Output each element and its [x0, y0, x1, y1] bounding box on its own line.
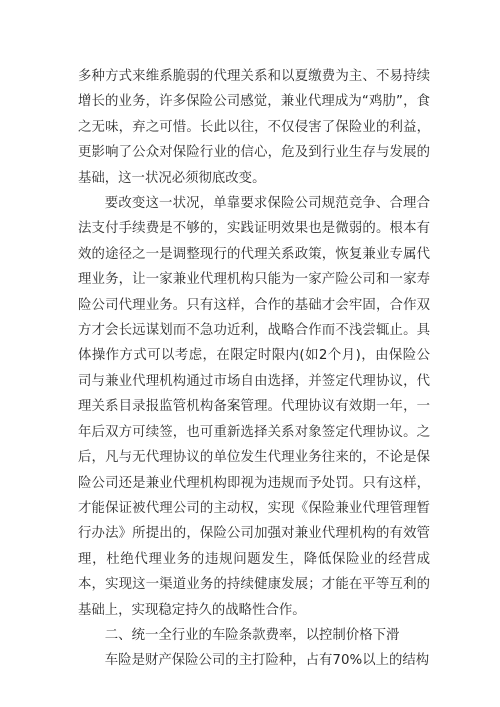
paragraph-2: 要改变这一状况，单靠要求保险公司规范竞争、合理合法支付手续费是不够的，实践证明效果也是微弱的。根本有效的途径之一是调整现行的代理关系政策，恢复兼业专属代理业务，让一家兼业代理机构只能为一家产险公司和一家寿险公司代理业务。只有这样，合作的基础才会牢固，合作双方才会长远谋划而不急功近利，战略合作而不浅尝辄止。具体操作方式可以考虑，在限定时限内(如2个月)，由保险公司与兼业代理机构通过市场自由选择，并签定代理协议，代理关系目录报监管机构备案管理。代理协议有效期一年，一年后双方可续签，也可重新选择关系对象签定代理协议。之后，凡与无代理协议的单位发生代理业务往来的，不论是保险公司还是兼业代理机构即视为违规而予处罚。只有这样，才能保证被代理公司的主动权，实现《保险兼业代理管理暂行办法》所提出的，保险公司加强对兼业代理机构的有效管理，杜绝代理业务的违规问题发生，降低保险业的经营成本，实现这一渠道业务的持续健康发展；才能在平等互利的基础上，实现稳定持久的战略性合作。: [78, 196, 430, 618]
paragraph-1: 多种方式来维系脆弱的代理关系和以夏缴费为主、不易持续增长的业务，许多保险公司感觉，兼业代理成为“鸡肋”，食之无味，弃之可惜。长此以往，不仅侵害了保险业的利益，更影响了公众对保险行业的信心，危及到行业生存与发展的基础，这一状况必须彻底改变。: [78, 69, 430, 186]
paragraph-3: 车险是财产保险公司的主打险种，占有70%以上的结构: [104, 653, 430, 669]
body-text: [78, 64, 430, 674]
section-heading: 二、统一全行业的车险条款费率，以控制价格下滑: [104, 627, 400, 643]
